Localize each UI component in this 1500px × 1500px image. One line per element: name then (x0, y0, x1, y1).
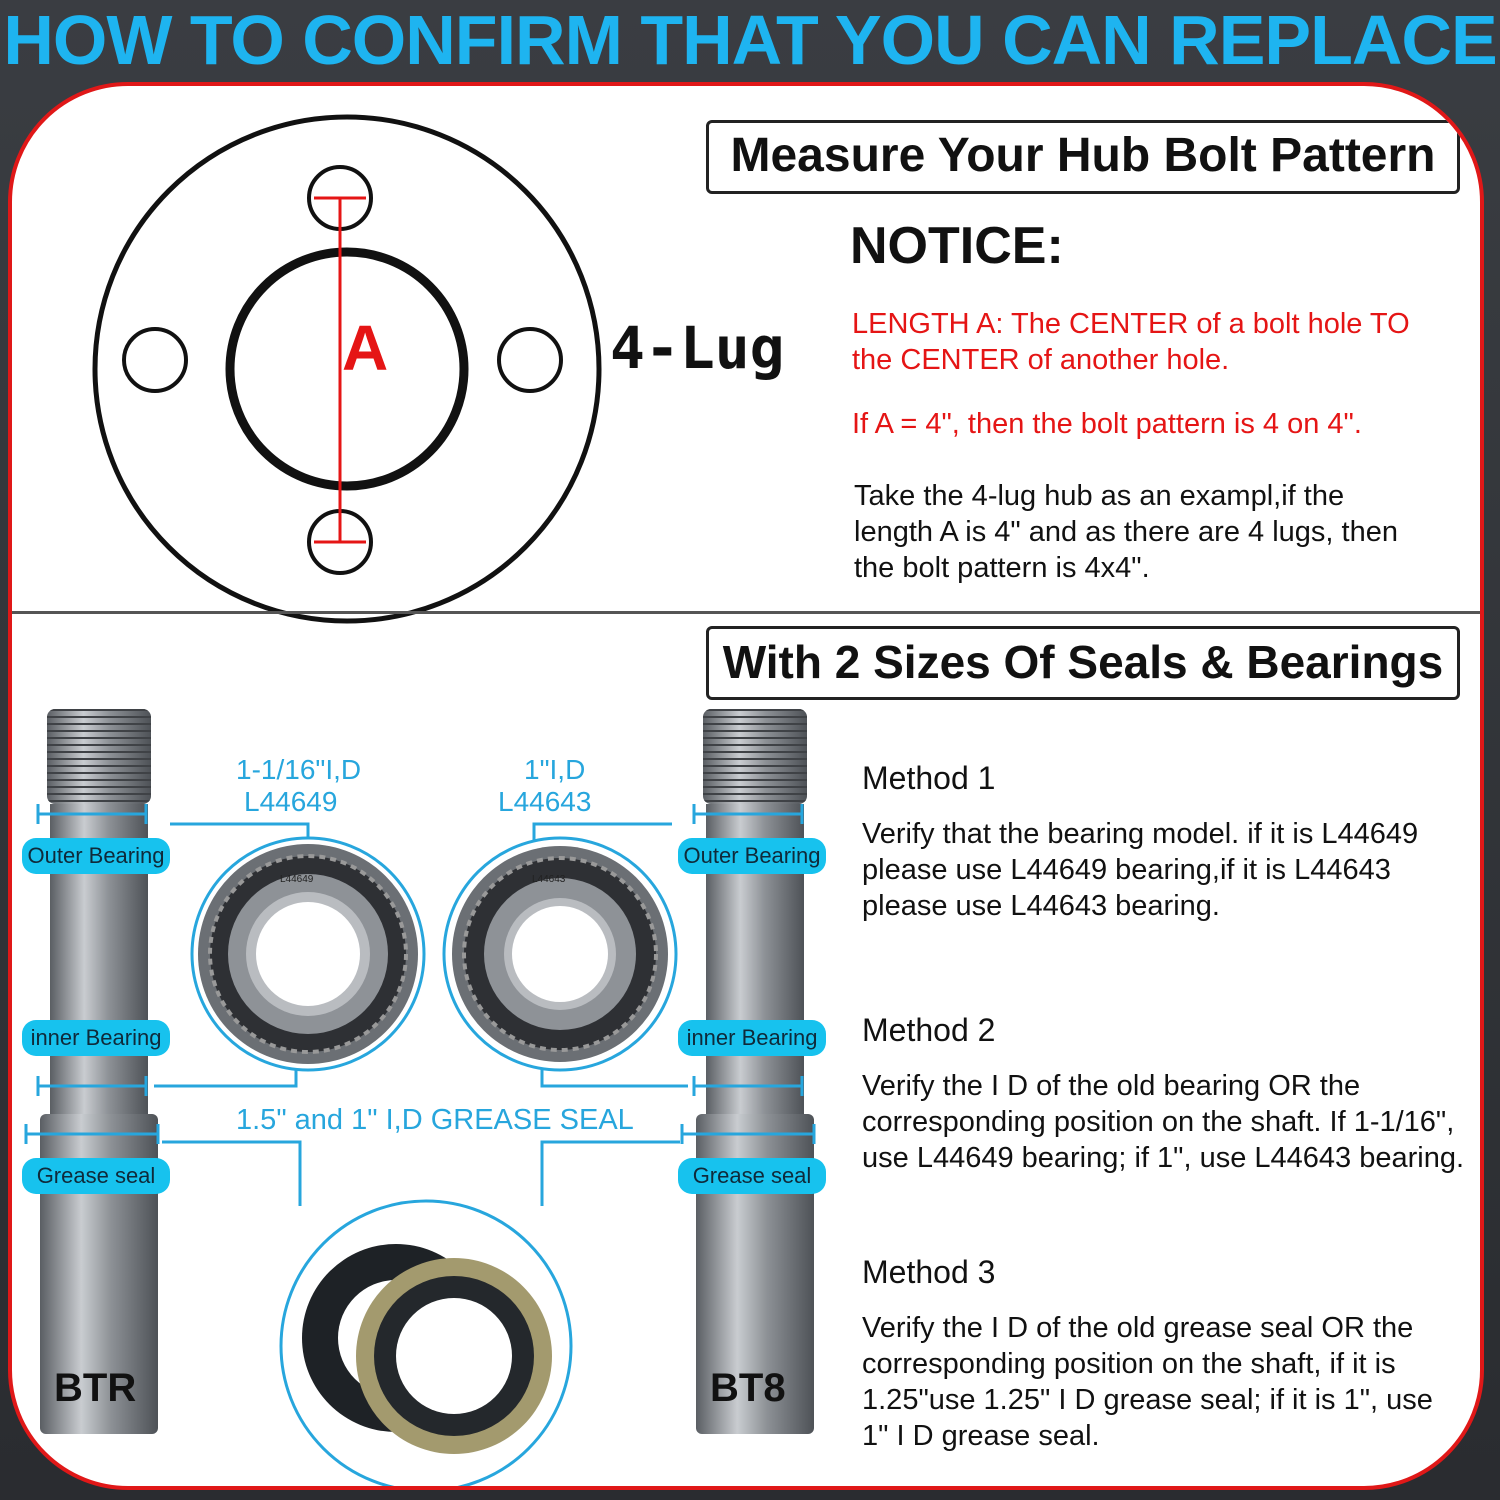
heading-measure-bolt-pattern: Measure Your Hub Bolt Pattern (706, 120, 1460, 194)
method2-line-2: corresponding position on the shaft. If 1-1/16", (862, 1106, 1455, 1138)
inner-bearing-badge-right: inner Bearing (678, 1020, 826, 1056)
lug-count-label: 4-Lug (610, 314, 785, 382)
spindle-right-label: BT8 (710, 1366, 786, 1410)
bearing-l44649-image (188, 834, 428, 1074)
section-divider (12, 611, 1484, 614)
method3-line-4: 1" I D grease seal. (862, 1420, 1100, 1452)
heading-seals-bearings: With 2 Sizes Of Seals & Bearings (706, 626, 1460, 700)
outer-bearing-badge-left: Outer Bearing (22, 838, 170, 874)
bearing1-id: 1-1/16"I,D (236, 754, 362, 785)
notice-line-3: If A = 4", then the bolt pattern is 4 on 4". (852, 408, 1362, 440)
notice-line-1: LENGTH A: The CENTER of a bolt hole TO (852, 308, 1410, 340)
method1-line-2: please use L44649 bearing,if it is L44643 (862, 854, 1391, 886)
bearing2-id: 1"I,D (524, 754, 586, 785)
method2-line-1: Verify the I D of the old bearing OR the (862, 1070, 1361, 1102)
bearing-l44643-image (440, 834, 680, 1074)
method2-title: Method 2 (862, 1012, 996, 1048)
method1-title: Method 1 (862, 760, 996, 796)
grease-seal-badge-right: Grease seal (678, 1158, 826, 1194)
example-line-1: Take the 4-lug hub as an exampl,if the (854, 480, 1345, 512)
content-panel (8, 82, 1484, 1490)
grease-seal-image (276, 1196, 576, 1490)
inner-bearing-badge-left: inner Bearing (22, 1020, 170, 1056)
method3-line-2: corresponding position on the shaft, if it is (862, 1348, 1396, 1380)
bearing2-model: L44643 (498, 786, 592, 817)
notice-title: NOTICE: (850, 217, 1064, 275)
bearing1-model: L44649 (244, 786, 338, 817)
method3-title: Method 3 (862, 1254, 996, 1290)
method2-line-3: use L44649 bearing; if 1", use L44643 bearing. (862, 1142, 1465, 1174)
method3-line-1: Verify the I D of the old grease seal OR the (862, 1312, 1414, 1344)
example-line-2: length A is 4" and as there are 4 lugs, then (854, 516, 1398, 548)
bearing2-stamp: L44643 (532, 874, 566, 885)
outer-bearing-badge-right: Outer Bearing (678, 838, 826, 874)
bearing1-stamp: L44649 (280, 874, 314, 885)
spindle-left-label: BTR (54, 1366, 137, 1410)
method1-line-3: please use L44643 bearing. (862, 890, 1220, 922)
example-line-3: the bolt pattern is 4x4". (854, 552, 1150, 584)
page-title: HOW TO CONFIRM THAT YOU CAN REPLACE (3, 1, 1497, 79)
grease-seal-badge-left: Grease seal (22, 1158, 170, 1194)
length-a-label: A (342, 312, 389, 384)
notice-line-2: the CENTER of another hole. (852, 344, 1230, 376)
method3-line-3: 1.25"use 1.25" I D grease seal; if it is 1", use (862, 1384, 1433, 1416)
grease-seal-size-label: 1.5" and 1" I,D GREASE SEAL (236, 1104, 634, 1136)
method1-line-1: Verify that the bearing model. if it is L44649 (862, 818, 1419, 850)
